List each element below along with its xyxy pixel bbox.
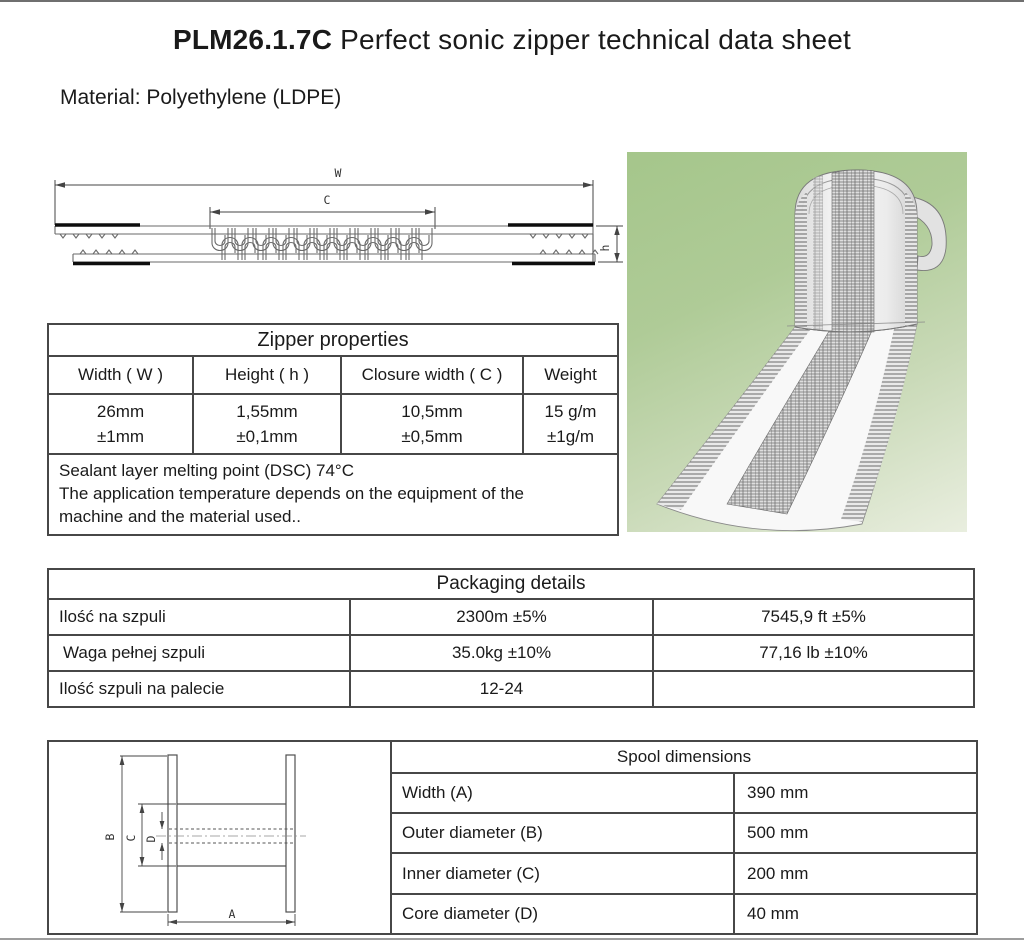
value-closure-tolerance: ±0,5mm: [401, 427, 463, 446]
zipper-properties-title: Zipper properties: [48, 324, 618, 356]
spool-row-value: 40 mm: [734, 894, 977, 934]
spool-dim-label-C: C: [124, 834, 138, 842]
value-height-nominal: 1,55mm: [236, 402, 298, 421]
zipper-properties-table: [47, 323, 619, 536]
packaging-row-label: Ilość na szpuli: [48, 599, 350, 635]
col-header-width: Width ( W ): [48, 356, 193, 394]
packaging-row-imperial: [653, 671, 974, 707]
value-weight: [523, 394, 618, 454]
spool-row-value: 500 mm: [734, 813, 977, 853]
packaging-row-imperial: 77,16 lb ±10%: [653, 635, 974, 671]
value-closure-width: [341, 394, 523, 454]
zipper-teeth: [212, 228, 432, 260]
spool-dim-label-A: A: [228, 907, 236, 921]
packaging-row-label: Waga pełnej szpuli: [48, 635, 350, 671]
page-title-text: Perfect sonic zipper technical data sheet: [332, 24, 852, 55]
col-header-weight: Weight: [523, 356, 618, 394]
packaging-title: Packaging details: [48, 569, 974, 599]
packaging-row-label: Ilość szpuli na palecie: [48, 671, 350, 707]
value-weight-tolerance: ±1g/m: [546, 427, 595, 446]
spool-row-value: 200 mm: [734, 853, 977, 893]
spool-dimensions-title: Spool dimensions: [391, 741, 977, 773]
zipper-profile-drawing: [40, 162, 630, 292]
value-height: [193, 394, 341, 454]
value-width-nominal: 26mm: [96, 402, 145, 421]
col-header-closure-width: Closure width ( C ): [341, 356, 523, 394]
packaging-row-metric: 12-24: [350, 671, 653, 707]
spool-dim-label-B: B: [103, 833, 117, 841]
packaging-row-imperial: 7545,9 ft ±5%: [653, 599, 974, 635]
table-row: [48, 671, 974, 707]
packaging-table: [47, 568, 975, 708]
spool-row-value: 390 mm: [734, 773, 977, 813]
dim-label-W: W: [334, 166, 342, 180]
page-title: [0, 24, 1024, 56]
spool-row-label: Core diameter (D): [391, 894, 734, 934]
table-row: [48, 635, 974, 671]
col-header-height: Height ( h ): [193, 356, 341, 394]
note-line-2: The application temperature depends on the equipment of the: [59, 484, 524, 503]
page-bottom-rule: [0, 938, 1024, 940]
page-top-rule: [0, 0, 1024, 2]
dim-label-h: h: [598, 244, 612, 252]
spool-technical-drawing: [50, 742, 389, 928]
value-height-tolerance: ±0,1mm: [236, 427, 298, 446]
material-line: Material: Polyethylene (LDPE): [60, 86, 342, 109]
zipper-roll-render: [627, 152, 967, 532]
spool-section: [47, 740, 978, 935]
spool-row-label: Outer diameter (B): [391, 813, 734, 853]
spool-drawing-cell: [48, 741, 391, 934]
value-width: [48, 394, 193, 454]
table-row: [48, 599, 974, 635]
dim-label-C: C: [323, 193, 331, 207]
product-code: PLM26.1.7C: [172, 24, 333, 55]
packaging-row-metric: 35.0kg ±10%: [350, 635, 653, 671]
spool-row-label: Width (A): [391, 773, 734, 813]
note-line-3: machine and the material used..: [59, 507, 301, 526]
value-width-tolerance: ±1mm: [96, 427, 145, 446]
value-weight-nominal: 15 g/m: [544, 402, 597, 421]
note-line-1: Sealant layer melting point (DSC) 74°C: [59, 461, 354, 480]
spool-row-label: Inner diameter (C): [391, 853, 734, 893]
sealant-note: [48, 454, 618, 535]
spool-dim-label-D: D: [144, 835, 158, 843]
product-photo: [627, 152, 967, 532]
value-closure-nominal: 10,5mm: [401, 402, 463, 421]
spool-dimensions-table: [47, 740, 978, 935]
packaging-row-metric: 2300m ±5%: [350, 599, 653, 635]
